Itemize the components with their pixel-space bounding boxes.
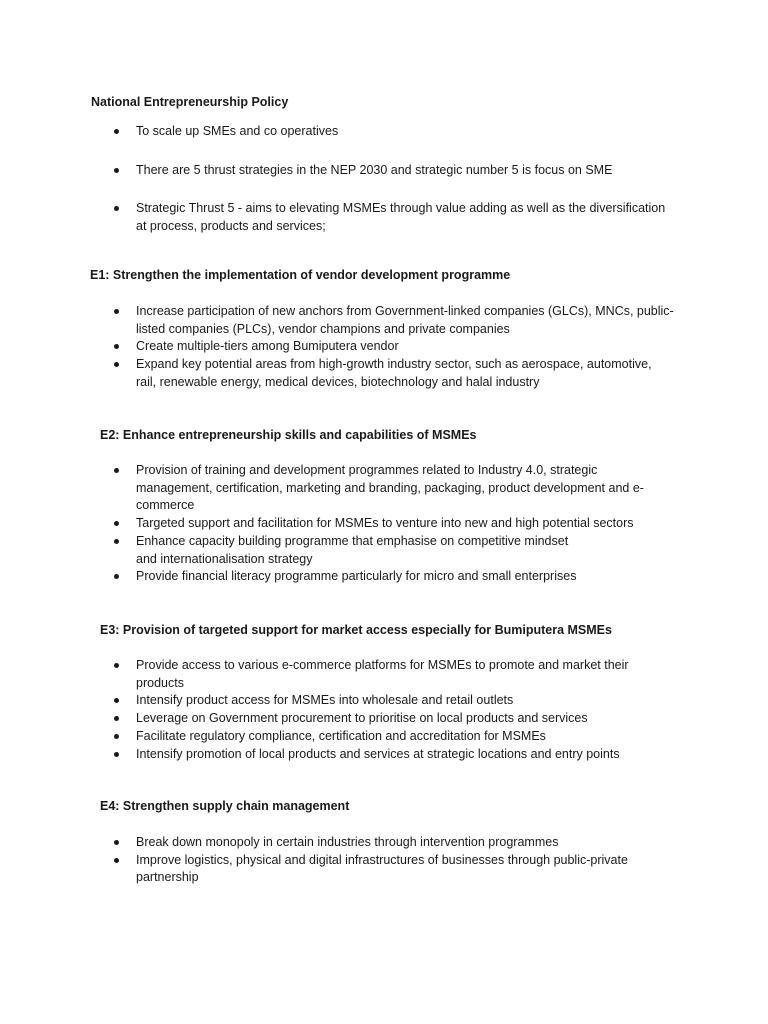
section-e4-list (110, 834, 685, 887)
list-item: Expand key potential areas from high-growth industry sector, such as aerospace, automotive, rail, renewable energy, medical devices, biotechnology and halal industry (110, 356, 685, 391)
list-item: Create multiple-tiers among Bumiputera vendor (110, 338, 685, 356)
section-heading-e3: E3: Provision of targeted support for market access especially for Bumiputera MSMEs (100, 623, 612, 637)
section-e3-list (110, 657, 685, 763)
list-item: There are 5 thrust strategies in the NEP 2030 and strategic number 5 is focus on SME (110, 162, 685, 180)
list-item: Facilitate regulatory compliance, certification and accreditation for MSMEs (110, 728, 685, 746)
intro-bullet-list (110, 123, 685, 235)
list-item: Provide financial literacy programme particularly for micro and small enterprises (110, 568, 685, 586)
list-item: Leverage on Government procurement to prioritise on local products and services (110, 710, 685, 728)
section-heading-e4: E4: Strengthen supply chain management (100, 799, 350, 813)
list-item: To scale up SMEs and co operatives (110, 123, 685, 141)
list-item: Intensify promotion of local products and services at strategic locations and entry points (110, 746, 685, 764)
list-item: Targeted support and facilitation for MSMEs to venture into new and high potential sectors (110, 515, 685, 533)
list-item: Provide access to various e-commerce platforms for MSMEs to promote and market their products (110, 657, 685, 692)
section-heading-e1: E1: Strengthen the implementation of vendor development programme (90, 268, 511, 282)
section-e1-list (110, 303, 685, 392)
list-item: Provision of training and development programmes related to Industry 4.0, strategic management, certification, marketing and branding, packaging, product development and e- commerce (110, 462, 685, 515)
list-item: Improve logistics, physical and digital infrastructures of businesses through public-private partnership (110, 852, 685, 887)
list-item: Break down monopoly in certain industries through intervention programmes (110, 834, 685, 852)
section-e2-list (110, 462, 685, 586)
section-heading-e2: E2: Enhance entrepreneurship skills and capabilities of MSMEs (100, 428, 477, 442)
list-item: Strategic Thrust 5 - aims to elevating MSMEs through value adding as well as the diversification at process, products and services; (110, 200, 685, 235)
list-item: Enhance capacity building programme that emphasise on competitive mindset and internationalisation strategy (110, 533, 685, 568)
list-item: Intensify product access for MSMEs into wholesale and retail outlets (110, 692, 685, 710)
list-item: Increase participation of new anchors from Government-linked companies (GLCs), MNCs, public- listed companies (PLCs), vendor champions and private companies (110, 303, 685, 338)
page-title: National Entrepreneurship Policy (91, 95, 289, 109)
